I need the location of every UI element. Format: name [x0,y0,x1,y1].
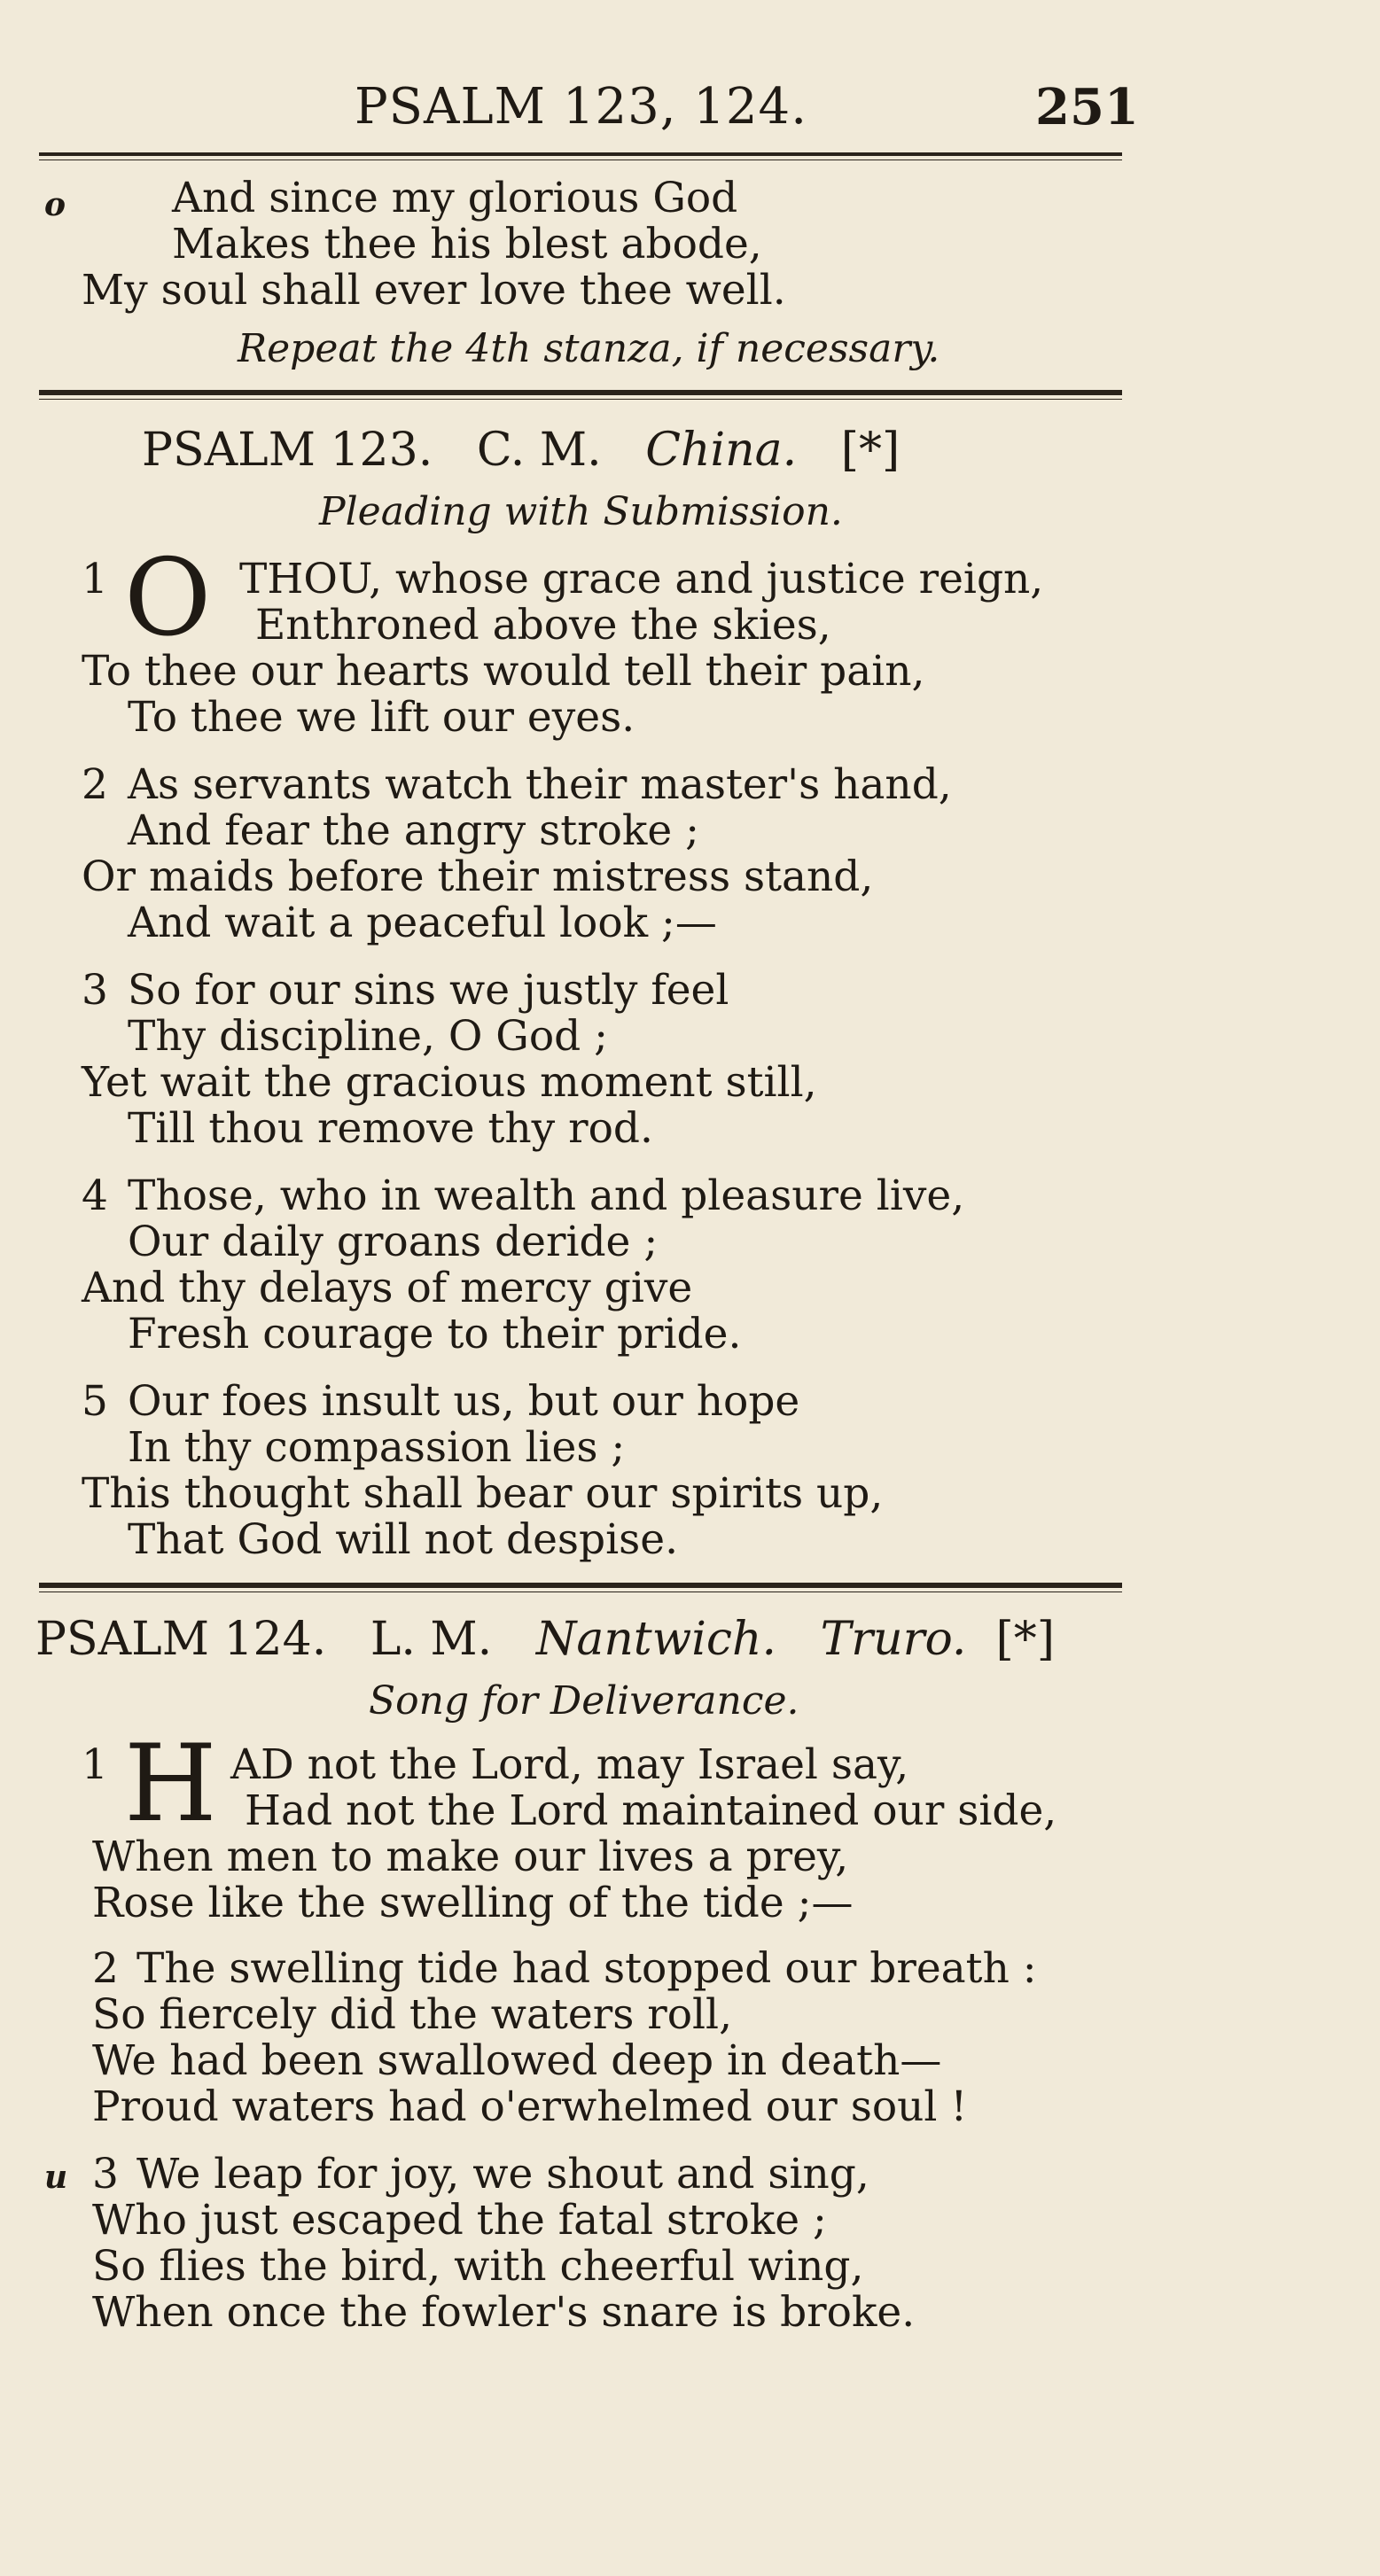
dynamics-mark: u [44,2159,68,2196]
verse-line: So for our sins we justly feel [128,966,729,1015]
verse-line: So flies the bird, with cheerful wing, [92,2242,864,2291]
verse-line: To thee we lift our eyes. [128,693,635,742]
carryover-line: And since my glorious God [172,174,738,222]
verse-line: Fresh courage to their pride. [128,1310,742,1358]
carryover-line: My soul shall ever love thee well. [82,266,786,315]
psalm-124-heading [35,1613,1055,1666]
verse-line: In thy compassion lies ; [128,1423,626,1472]
meter: L. M. [370,1613,493,1666]
verse-line: AD not the Lord, may Israel say, [230,1740,909,1789]
stanza-number: 3 [92,2150,119,2199]
header-rule [39,152,1122,156]
verse-line: And fear the angry stroke ; [128,806,699,855]
verse-line: So fiercely did the waters roll, [92,1990,733,2039]
verse-line: That God will not despise. [128,1515,679,1564]
verse-line: And thy delays of mercy give [82,1264,693,1312]
meter: C. M. [476,424,602,477]
verse-line: To thee our hearts would tell their pain, [82,647,925,696]
verse-line: When men to make our lives a prey, [92,1833,849,1881]
section-rule [39,1583,1122,1588]
verse-line: THOU, whose grace and justice reign, [239,555,1044,603]
page-number: 251 [1035,78,1139,136]
psalm-number: PSALM 123. [142,424,433,477]
star-marker: [*] [995,1613,1056,1666]
verse-line: This thought shall bear our spirits up, [82,1469,884,1518]
tune-name: Nantwich. [535,1613,776,1666]
stanza-number: 4 [82,1171,108,1220]
section-rule-thin [39,399,1122,400]
verse-line: Those, who in wealth and pleasure live, [128,1171,965,1220]
verse-line: Who just escaped the fatal stroke ; [92,2196,827,2245]
verse-line: We had been swallowed deep in death— [92,2036,942,2085]
verse-line: As servants watch their master's hand, [128,760,952,809]
verse-line: Thy discipline, O God ; [128,1012,608,1061]
verse-line: Proud waters had o'erwhelmed our soul ! [92,2082,968,2131]
verse-line: The swelling tide had stopped our breath : [136,1944,1037,1993]
verse-line: Or maids before their mistress stand, [82,852,874,901]
repeat-note: Repeat the 4th stanza, if necessary. [238,326,940,371]
stanza-number: 1 [82,555,108,603]
stanza-number: 2 [92,1944,119,1993]
tune-name: Truro. [820,1613,967,1666]
drop-cap: O [124,537,212,660]
psalm-number: PSALM 124. [35,1613,327,1666]
drop-cap: H [124,1723,217,1846]
dynamics-mark: o [44,186,66,223]
section-rule [39,390,1122,395]
carryover-line: Makes thee his blest abode, [172,220,762,268]
tune-name: China. [645,424,798,477]
psalm-123-heading [142,424,900,477]
verse-line: When once the fowler's snare is broke. [92,2288,916,2337]
stanza-number: 3 [82,966,108,1015]
stanza-number: 1 [82,1740,108,1789]
star-marker: [*] [840,424,901,477]
running-header-title: PSALM 123, 124. [355,78,807,136]
verse-line: Rose like the swelling of the tide ;— [92,1879,854,1927]
verse-line: Yet wait the gracious moment still, [82,1058,817,1107]
verse-line: Our foes insult us, but our hope [128,1377,800,1426]
verse-line: Had not the Lord maintained our side, [245,1786,1057,1835]
verse-line: Enthroned above the skies, [255,601,831,650]
verse-line: Till thou remove thy rod. [128,1104,653,1153]
stanza-number: 5 [82,1377,108,1426]
stanza-number: 2 [82,760,108,809]
verse-line: Our daily groans deride ; [128,1218,659,1266]
verse-line: And wait a peaceful look ;— [128,899,717,947]
verse-line: We leap for joy, we shout and sing, [136,2150,869,2199]
psalm-123-subtitle: Pleading with Submission. [319,489,843,534]
psalm-124-subtitle: Song for Deliverance. [369,1678,799,1724]
